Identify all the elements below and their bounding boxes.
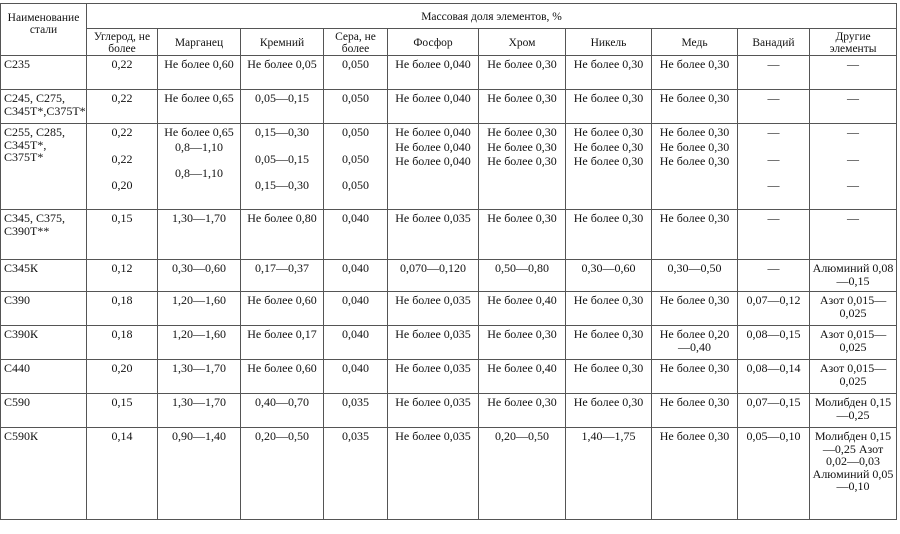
value-cell	[241, 428, 324, 520]
value-cell	[324, 210, 388, 260]
value-cell	[241, 326, 324, 360]
value-cell	[388, 260, 479, 292]
value-cell	[566, 260, 652, 292]
cell-value: 0,15—0,30	[255, 125, 309, 139]
value-cell	[158, 124, 241, 210]
cell-value: 0,15	[111, 395, 133, 409]
value-cell	[738, 124, 810, 210]
cell-value: Не более 0,035	[395, 361, 471, 375]
value-cell	[388, 394, 479, 428]
value-cell	[388, 292, 479, 326]
cell-value: Молибден 0,15—0,25	[814, 395, 892, 422]
steel-grade-cell: С590К	[1, 428, 87, 520]
cell-value: 0,050	[342, 125, 369, 139]
column-header: Хром	[479, 29, 566, 56]
cell-value: Не более 0,30	[487, 57, 557, 71]
value-cell	[87, 428, 158, 520]
value-cell	[388, 124, 479, 210]
steel-grade-cell: С345, С375, С390Т**	[1, 210, 87, 260]
steel-grade-cell: С245, С275, С345Т*,С375Т*	[1, 90, 87, 124]
cell-value: 0,040	[342, 293, 369, 307]
column-header: Другие элементы	[810, 29, 897, 56]
value-cell	[566, 210, 652, 260]
value-cell	[241, 90, 324, 124]
cell-value: 0,08—0,14	[746, 361, 801, 375]
value-cell	[324, 360, 388, 394]
cell-value: Алюминий 0,08—0,15	[812, 261, 894, 288]
value-cell	[738, 360, 810, 394]
table-row	[1, 394, 897, 428]
value-cell	[388, 90, 479, 124]
cell-value: 0,040	[342, 327, 369, 341]
cell-value: Не более 0,65	[164, 91, 234, 105]
cell-value: —	[847, 125, 860, 139]
value-cell	[810, 394, 897, 428]
cell-value: Не более 0,040	[395, 57, 471, 71]
value-cell	[652, 292, 738, 326]
value-cell	[810, 326, 897, 360]
cell-value: Не более 0,30	[573, 395, 644, 409]
column-header: Никель	[566, 29, 652, 56]
value-cell	[738, 292, 810, 326]
cell-value: Не более 0,30	[573, 57, 644, 71]
cell-value: Не более 0,30	[487, 395, 557, 409]
cell-value: —	[847, 151, 860, 166]
value-cell	[388, 360, 479, 394]
column-header: Углерод, не более	[87, 29, 158, 56]
cell-value: Не более 0,30	[573, 154, 644, 168]
value-cell	[324, 124, 388, 210]
cell-value: 0,30—0,60	[172, 261, 226, 275]
cell-value: 0,18	[111, 293, 133, 307]
value-cell	[87, 210, 158, 260]
value-cell	[87, 326, 158, 360]
cell-value: 0,040	[342, 211, 369, 225]
value-cell	[810, 428, 897, 520]
cell-value: Не более 0,30	[659, 125, 730, 139]
value-cell	[810, 124, 897, 210]
cell-value: 0,8—1,10	[175, 139, 223, 154]
cell-value: Не более 0,040	[395, 125, 471, 139]
cell-value: Азот 0,015—0,025	[819, 327, 887, 354]
cell-value: 0,05—0,15	[255, 91, 309, 105]
value-cell	[652, 428, 738, 520]
cell-value: Не более 0,040	[395, 91, 471, 105]
table-row	[1, 210, 897, 260]
cell-value: Не более 0,035	[395, 327, 471, 341]
value-cell	[324, 292, 388, 326]
cell-value: 1,40—1,75	[581, 429, 636, 443]
value-cell	[479, 360, 566, 394]
cell-value: Не более 0,30	[659, 211, 730, 225]
cell-value: 0,07—0,12	[746, 293, 801, 307]
value-cell	[566, 90, 652, 124]
value-cell	[566, 360, 652, 394]
cell-value: Не более 0,30	[573, 125, 644, 139]
column-header: Медь	[652, 29, 738, 56]
cell-value: Не более 0,60	[164, 57, 234, 71]
cell-value: Не более 0,30	[487, 327, 557, 341]
cell-value: 1,30—1,70	[172, 211, 226, 225]
steel-grade-cell: С390К	[1, 326, 87, 360]
column-header: Марганец	[158, 29, 241, 56]
value-cell	[324, 326, 388, 360]
value-cell	[652, 124, 738, 210]
value-cell	[388, 210, 479, 260]
table-row	[1, 260, 897, 292]
value-cell	[652, 90, 738, 124]
cell-value: 0,40—0,70	[255, 395, 309, 409]
value-cell	[87, 90, 158, 124]
cell-value: Не более 0,40	[487, 293, 557, 307]
value-cell	[810, 210, 897, 260]
cell-value: Не более 0,80	[247, 211, 317, 225]
value-cell	[87, 360, 158, 394]
value-cell	[241, 210, 324, 260]
cell-value: 0,040	[342, 261, 369, 275]
value-cell	[158, 326, 241, 360]
cell-value: 0,22	[111, 125, 133, 139]
value-cell	[652, 394, 738, 428]
value-cell	[388, 428, 479, 520]
value-cell	[479, 428, 566, 520]
cell-value: Не более 0,30	[659, 429, 730, 443]
cell-value: 0,08—0,15	[746, 327, 801, 341]
cell-value: 0,22	[111, 151, 133, 166]
cell-value: Не более 0,30	[659, 57, 730, 71]
column-header: Сера, не более	[324, 29, 388, 56]
value-cell	[566, 56, 652, 90]
cell-value: 0,12	[111, 261, 133, 275]
value-cell	[810, 260, 897, 292]
cell-value: 0,50—0,80	[495, 261, 549, 275]
cell-value: Не более 0,30	[573, 211, 644, 225]
steel-grade-cell: С255, С285, С345Т*, С375Т*	[1, 124, 87, 210]
value-cell	[652, 260, 738, 292]
value-cell	[241, 56, 324, 90]
cell-value: —	[767, 125, 780, 139]
cell-value: 0,22	[111, 91, 133, 105]
value-cell	[810, 292, 897, 326]
value-cell	[479, 260, 566, 292]
cell-value: 0,050	[342, 91, 369, 105]
value-cell	[479, 124, 566, 210]
value-cell	[566, 326, 652, 360]
cell-value: 0,07—0,15	[746, 395, 801, 409]
value-cell	[241, 260, 324, 292]
value-cell	[652, 326, 738, 360]
steel-grade-cell: С345К	[1, 260, 87, 292]
cell-value: Не более 0,30	[487, 154, 557, 168]
cell-value: 0,30—0,50	[667, 261, 722, 275]
cell-value: 0,20—0,50	[255, 429, 309, 443]
cell-value: 0,8—1,10	[175, 166, 223, 180]
cell-value: 0,070—0,120	[400, 261, 466, 275]
cell-value: Не более 0,17	[247, 327, 317, 341]
table-row	[1, 360, 897, 394]
cell-value: Не более 0,30	[573, 139, 644, 154]
value-cell	[566, 394, 652, 428]
cell-value: 0,14	[111, 429, 133, 443]
value-cell	[241, 360, 324, 394]
cell-value: Не более 0,040	[395, 154, 471, 168]
value-cell	[738, 260, 810, 292]
cell-value: —	[767, 211, 780, 225]
column-header: Фосфор	[388, 29, 479, 56]
value-cell	[158, 394, 241, 428]
table-row	[1, 428, 897, 520]
value-cell	[324, 428, 388, 520]
cell-value: Не более 0,30	[573, 91, 644, 105]
cell-value: Не более 0,035	[395, 429, 471, 443]
cell-value: Не более 0,30	[487, 139, 557, 154]
value-cell	[388, 56, 479, 90]
cell-value: 1,30—1,70	[172, 361, 226, 375]
value-cell	[479, 292, 566, 326]
cell-value: 0,20	[111, 361, 133, 375]
cell-value: Азот 0,015—0,025	[819, 361, 887, 388]
cell-value: Не более 0,035	[395, 293, 471, 307]
value-cell	[810, 90, 897, 124]
cell-value: Не более 0,30	[487, 125, 557, 139]
value-cell	[158, 428, 241, 520]
value-cell	[652, 210, 738, 260]
steel-grade-cell: С590	[1, 394, 87, 428]
value-cell	[566, 428, 652, 520]
cell-value: —	[767, 57, 780, 71]
cell-value: 0,050	[342, 151, 369, 166]
value-cell	[158, 56, 241, 90]
value-cell	[738, 394, 810, 428]
value-cell	[738, 56, 810, 90]
value-cell	[241, 292, 324, 326]
value-cell	[479, 326, 566, 360]
value-cell	[324, 56, 388, 90]
steel-grade-cell: С235	[1, 56, 87, 90]
cell-value: Не более 0,30	[573, 293, 644, 307]
steel-grade-cell: С440	[1, 360, 87, 394]
cell-value: Не более 0,30	[573, 361, 644, 375]
value-cell	[87, 56, 158, 90]
value-cell	[158, 210, 241, 260]
value-cell	[738, 90, 810, 124]
cell-value: Не более 0,035	[395, 211, 471, 225]
value-cell	[241, 124, 324, 210]
value-cell	[324, 90, 388, 124]
composition-table	[0, 3, 897, 520]
cell-value: 1,30—1,70	[172, 395, 226, 409]
table-row	[1, 326, 897, 360]
value-cell	[566, 124, 652, 210]
cell-value: Не более 0,30	[573, 327, 644, 341]
cell-value: —	[847, 57, 860, 71]
value-cell	[479, 56, 566, 90]
cell-value: 0,30—0,60	[581, 261, 636, 275]
cell-value: Молибден 0,15—0,25 Азот 0,02—0,03 Алюминий 0,05—0,10	[812, 429, 894, 493]
header-mass-fraction: Массовая доля элементов, %	[87, 4, 897, 29]
cell-value: 0,15	[111, 211, 133, 225]
value-cell	[810, 56, 897, 90]
value-cell	[652, 56, 738, 90]
cell-value: 0,05—0,10	[746, 429, 801, 443]
value-cell	[479, 210, 566, 260]
value-cell	[810, 360, 897, 394]
cell-value: —	[767, 261, 780, 275]
cell-value: —	[847, 178, 860, 192]
cell-value: 0,035	[342, 395, 369, 409]
value-cell	[241, 394, 324, 428]
value-cell	[324, 260, 388, 292]
cell-value: Не более 0,20—0,40	[659, 327, 730, 354]
value-cell	[158, 90, 241, 124]
table-row	[1, 90, 897, 124]
value-cell	[87, 292, 158, 326]
value-cell	[87, 394, 158, 428]
cell-value: 1,20—1,60	[172, 293, 226, 307]
cell-value: 0,035	[342, 429, 369, 443]
cell-value: Не более 0,05	[247, 57, 317, 71]
cell-value: —	[767, 91, 780, 105]
cell-value: 0,20—0,50	[495, 429, 549, 443]
cell-value: Не более 0,60	[247, 361, 317, 375]
cell-value: Не более 0,30	[487, 211, 557, 225]
cell-value: Не более 0,60	[247, 293, 317, 307]
value-cell	[566, 292, 652, 326]
value-cell	[87, 124, 158, 210]
value-cell	[479, 394, 566, 428]
cell-value: 0,20	[111, 178, 133, 192]
header-steel-grade: Наименование стали	[1, 4, 87, 56]
cell-value: 0,05—0,15	[255, 151, 309, 166]
cell-value: Не более 0,40	[487, 361, 557, 375]
value-cell	[158, 360, 241, 394]
cell-value: Не более 0,040	[395, 139, 471, 154]
cell-value: 0,22	[111, 57, 133, 71]
cell-value: 0,050	[342, 57, 369, 71]
column-header: Кремний	[241, 29, 324, 56]
cell-value: Не более 0,30	[659, 361, 730, 375]
cell-value: Не более 0,65	[164, 125, 234, 139]
cell-value: Не более 0,30	[659, 154, 730, 168]
cell-value: Не более 0,30	[487, 91, 557, 105]
cell-value: 0,040	[342, 361, 369, 375]
cell-value: 1,20—1,60	[172, 327, 226, 341]
column-header: Ванадий	[738, 29, 810, 56]
cell-value: 0,90—1,40	[172, 429, 226, 443]
value-cell	[652, 360, 738, 394]
cell-value: —	[847, 91, 860, 105]
cell-value: Не более 0,035	[395, 395, 471, 409]
value-cell	[738, 210, 810, 260]
cell-value: 0,17—0,37	[255, 261, 309, 275]
cell-value: 0,050	[342, 178, 369, 192]
value-cell	[479, 90, 566, 124]
cell-value: 0,18	[111, 327, 133, 341]
value-cell	[324, 394, 388, 428]
cell-value: Не более 0,30	[659, 395, 730, 409]
cell-value: Азот 0,015—0,025	[819, 293, 887, 320]
cell-value: Не более 0,30	[659, 91, 730, 105]
value-cell	[87, 260, 158, 292]
cell-value: —	[767, 178, 780, 192]
cell-value: Не более 0,30	[659, 293, 730, 307]
cell-value: —	[847, 211, 860, 225]
cell-value: —	[767, 151, 780, 166]
table-row	[1, 292, 897, 326]
value-cell	[158, 292, 241, 326]
value-cell	[388, 326, 479, 360]
value-cell	[738, 326, 810, 360]
value-cell	[738, 428, 810, 520]
value-cell	[158, 260, 241, 292]
cell-value: Не более 0,30	[659, 139, 730, 154]
cell-value: 0,15—0,30	[255, 178, 309, 192]
table-row	[1, 124, 897, 210]
steel-grade-cell: С390	[1, 292, 87, 326]
table-row	[1, 56, 897, 90]
